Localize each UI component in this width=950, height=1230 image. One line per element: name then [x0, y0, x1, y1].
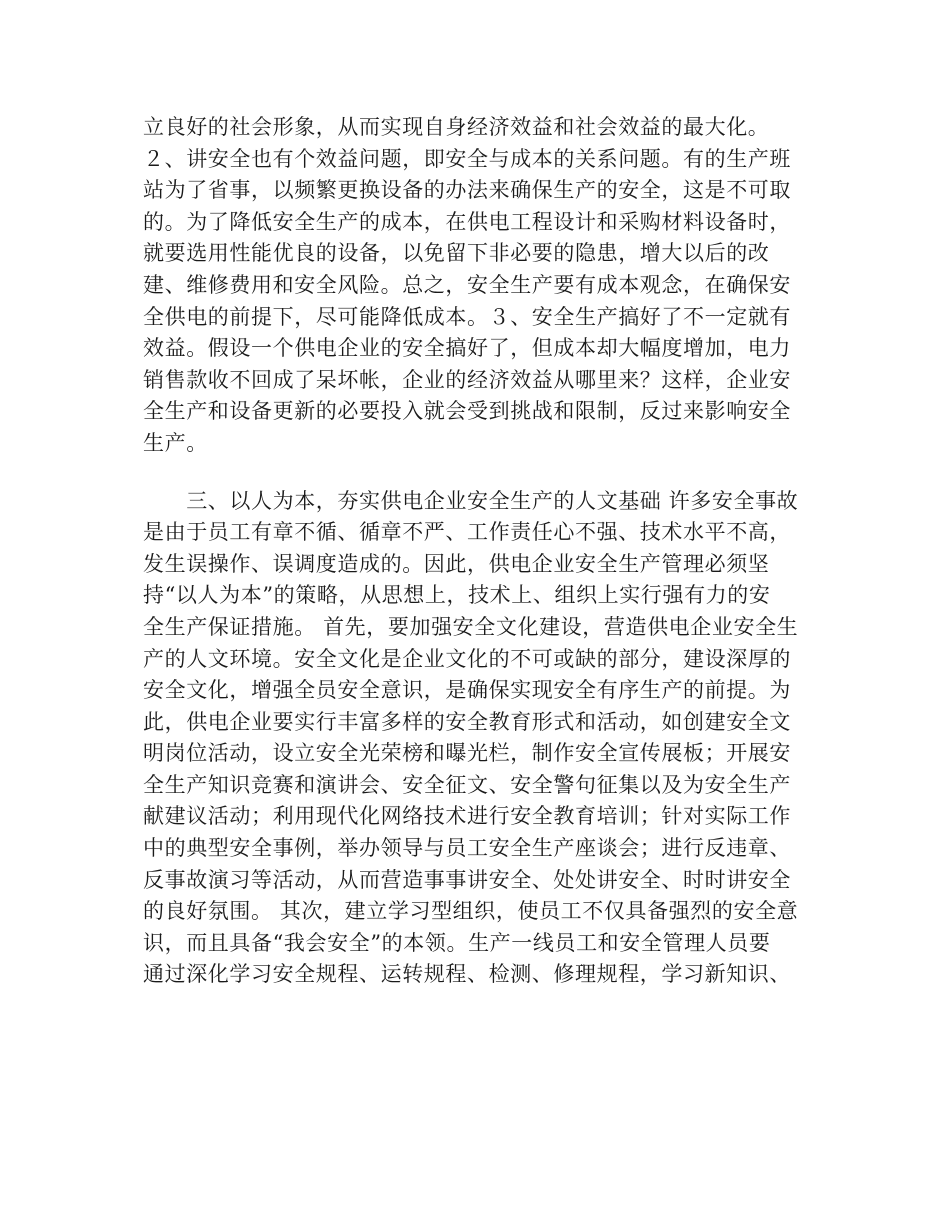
text-line: 的。为了降低安全生产的成本，在供电工程设计和采购材料设备时，: [143, 209, 791, 234]
paragraph-gap: [143, 460, 813, 486]
text-line: 反事故演习等活动，从而营造事事讲安全、处处讲安全、时时讲安全: [143, 867, 791, 892]
text-line: 生产。: [143, 430, 208, 455]
text-line: 是由于员工有章不循、循章不严、工作责任心不强、技术水平不高，: [143, 520, 791, 545]
text-line: 全供电的前提下，尽可能降低成本。３、安全生产搞好了不一定就有: [143, 304, 791, 329]
text-line: 销售款收不回成了呆坏帐，企业的经济效益从哪里来？这样，企业安: [143, 367, 791, 392]
text-line: 全生产知识竞赛和演讲会、安全征文、安全警句征集以及为安全生产: [143, 772, 791, 797]
text-line: 安全文化，增强全员安全意识，是确保实现安全有序生产的前提。为: [143, 678, 791, 703]
text-line: 全生产和设备更新的必要投入就会受到挑战和限制，反过来影响安全: [143, 399, 791, 424]
text-line: 立良好的社会形象，从而实现自身经济效益和社会效益的最大化。: [143, 115, 770, 139]
text-line: 明岗位活动，设立安全光荣榜和曝光栏，制作安全宣传展板；开展安: [143, 741, 791, 766]
text-line: 此，供电企业要实行丰富多样的安全教育形式和活动，如创建安全文: [143, 709, 791, 734]
text-line: 产的人文环境。安全文化是企业文化的不可或缺的部分，建设深厚的: [143, 646, 791, 671]
text-line: 效益。假设一个供电企业的安全搞好了，但成本却大幅度增加，电力: [143, 336, 791, 361]
paragraph-1: [143, 112, 813, 460]
text-line: 的良好氛围。 其次，建立学习型组织，使员工不仅具备强烈的安全意: [143, 899, 799, 924]
text-line: 三、以人为本，夯实供电企业安全生产的人文基础 许多安全事故: [143, 488, 799, 513]
text-line: 通过深化学习安全规程、运转规程、检测、修理规程，学习新知识、: [143, 962, 791, 987]
paragraph-2: [143, 486, 813, 992]
text-line: 识，而且具备“我会安全”的本领。生产一线员工和安全管理人员要: [143, 930, 771, 955]
text-line: 献建议活动；利用现代化网络技术进行安全教育培训；针对实际工作: [143, 804, 791, 829]
text-line: 发生误操作、误调度造成的。因此，供电企业安全生产管理必须坚: [143, 551, 770, 576]
text-line: 建、维修费用和安全风险。总之，安全生产要有成本观念，在确保安: [143, 272, 791, 297]
document-body: [143, 112, 813, 991]
text-line: 中的典型安全事例，举办领导与员工安全生产座谈会；进行反违章、: [143, 836, 791, 861]
text-line: 就要选用性能优良的设备，以免留下非必要的隐患，增大以后的改: [143, 241, 770, 266]
text-line: 站为了省事，以频繁更换设备的办法来确保生产的安全，这是不可取: [143, 178, 791, 203]
text-line: ２、讲安全也有个效益问题，即安全与成本的关系问题。有的生产班: [143, 146, 791, 171]
text-line: 持“以人为本”的策略，从思想上，技术上、组织上实行强有力的安: [143, 583, 771, 608]
text-line: 全生产保证措施。 首先，要加强安全文化建设，营造供电企业安全生: [143, 614, 799, 639]
